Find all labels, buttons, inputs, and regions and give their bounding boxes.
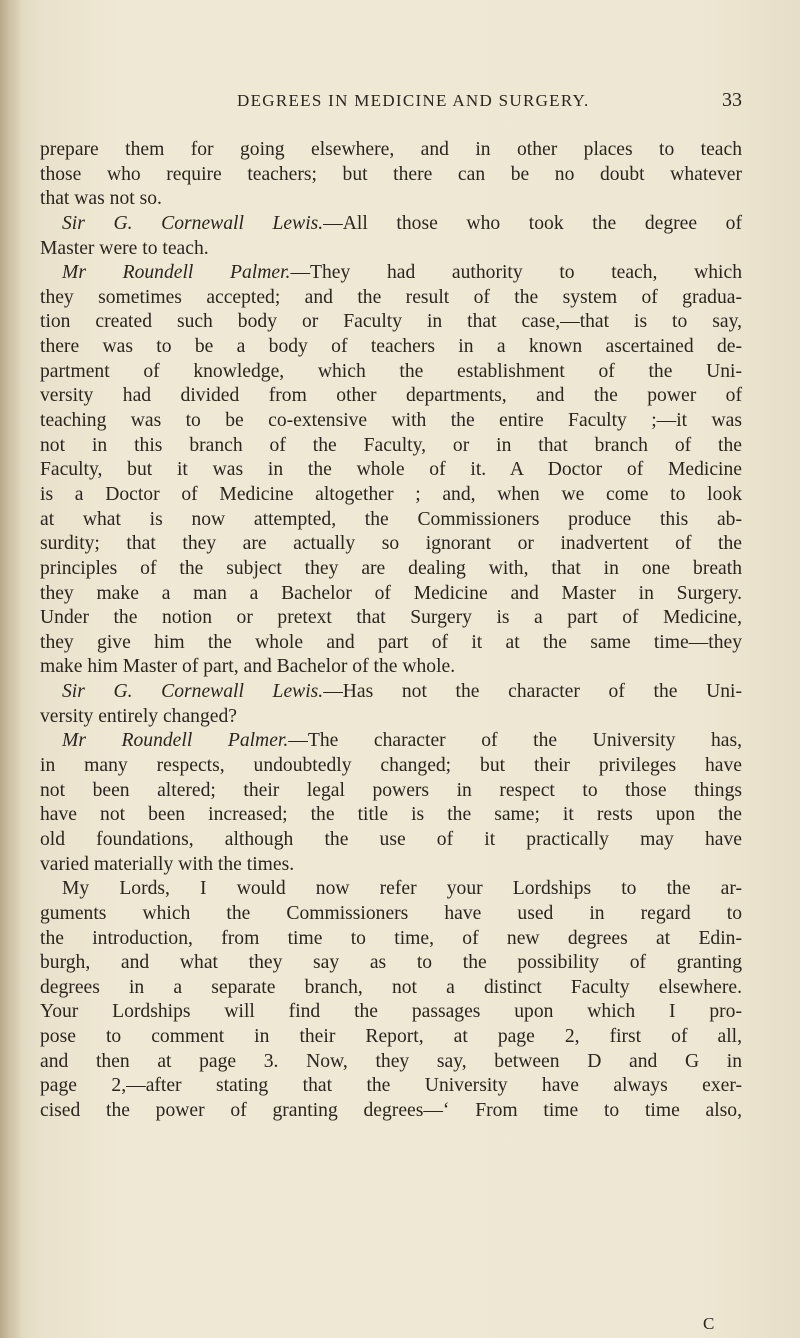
text-line — [40, 557, 742, 582]
line-text: Under the notion or pretext that Surgery is a part of Medicine, — [40, 607, 742, 629]
text-line — [40, 606, 742, 631]
text-line — [40, 458, 742, 483]
line-text: in many respects, undoubtedly changed; but their privileges have — [40, 755, 742, 777]
line-text: is a Doctor of Medicine altogether ; and, when we come to look — [40, 483, 742, 505]
signature-mark: C — [703, 1314, 715, 1333]
body-text — [40, 138, 742, 1124]
text-line — [40, 705, 742, 730]
page-gutter-shadow — [0, 0, 22, 1338]
line-text: degrees in a separate branch, not a distinct Faculty elsewhere. — [40, 976, 742, 998]
line-text: Your Lordships will find the passages upon which I pro- — [40, 1001, 742, 1023]
text-line — [40, 187, 742, 212]
text-line — [40, 434, 742, 459]
line-text: —All those who took the degree of — [323, 212, 742, 234]
text-line — [40, 212, 742, 237]
line-text: not been altered; their legal powers in respect to those things — [40, 779, 742, 801]
line-text: Faculty, but it was in the whole of it. A Doctor of Medicine — [40, 459, 742, 481]
text-line — [40, 1000, 742, 1025]
text-line — [40, 409, 742, 434]
line-text: —The character of the University has, — [288, 730, 742, 752]
text-line — [40, 902, 742, 927]
line-text: they make a man a Bachelor of Medicine and Master in Surgery. — [40, 582, 742, 604]
line-text: make him Master of part, and Bachelor of the whole. — [40, 656, 456, 678]
text-line — [40, 532, 742, 557]
text-line — [40, 138, 742, 163]
text-line — [40, 828, 742, 853]
text-line — [40, 655, 742, 680]
text-line — [40, 237, 742, 262]
line-text: not in this branch of the Faculty, or in that branch of the — [40, 434, 742, 456]
line-text: Master were to teach. — [40, 237, 209, 259]
line-text: they sometimes accepted; and the result of the system of gradua- — [40, 286, 742, 308]
line-text: teaching was to be co-extensive with the entire Faculty ;—it was — [40, 410, 742, 432]
text-line — [40, 261, 742, 286]
line-text: burgh, and what they say as to the possibility of granting — [40, 952, 742, 974]
text-line — [40, 631, 742, 656]
line-text: they give him the whole and part of it at the same time—they — [40, 631, 742, 653]
line-text: pose to comment in their Report, at page 2, first of all, — [40, 1026, 742, 1048]
line-text: at what is now attempted, the Commissioners produce this ab- — [40, 508, 742, 530]
text-line — [40, 335, 742, 360]
text-line — [40, 286, 742, 311]
speaker-name: Mr Roundell Palmer. — [62, 262, 291, 284]
line-text: have not been increased; the title is the same; it rests upon the — [40, 804, 742, 826]
text-line — [40, 853, 742, 878]
line-text: tion created such body or Faculty in that case,—that is to say, — [40, 311, 742, 333]
text-line — [40, 803, 742, 828]
line-text: cised the power of granting degrees—‘ From time to time also, — [40, 1099, 742, 1121]
text-line — [40, 877, 742, 902]
text-line — [40, 927, 742, 952]
line-text: —They had authority to teach, which — [290, 262, 742, 284]
text-line — [40, 754, 742, 779]
text-line — [40, 680, 742, 705]
line-text: prepare them for going elsewhere, and in other places to teach — [40, 139, 742, 160]
line-text: old foundations, although the use of it practically may have — [40, 828, 742, 850]
page-header — [0, 91, 800, 115]
line-text: surdity; that they are actually so ignorant or inadvertent of the — [40, 533, 742, 555]
running-head: DEGREES IN MEDICINE AND SURGERY. — [237, 91, 590, 110]
text-line — [40, 779, 742, 804]
text-line — [40, 1074, 742, 1099]
line-text: —Has not the character of the Uni- — [323, 681, 742, 703]
line-text: the introduction, from time to time, of new degrees at Edin- — [40, 927, 742, 949]
text-line — [40, 483, 742, 508]
line-text: guments which the Commissioners have used in regard to — [40, 902, 742, 924]
line-text: partment of knowledge, which the establishment of the Uni- — [40, 360, 742, 382]
text-line — [40, 729, 742, 754]
line-text: varied materially with the times. — [40, 853, 295, 875]
line-text: and then at page 3. Now, they say, between D and G in — [40, 1050, 742, 1072]
line-text: page 2,—after stating that the University have always exer- — [40, 1075, 742, 1097]
line-text: there was to be a body of teachers in a known ascertained de- — [40, 336, 742, 358]
text-line — [40, 384, 742, 409]
line-text: versity had divided from other departments, and the power of — [40, 385, 742, 407]
page-number: 33 — [722, 89, 742, 111]
text-line — [40, 163, 742, 188]
text-line — [40, 1025, 742, 1050]
text-line — [40, 310, 742, 335]
speaker-name: Sir G. Cornewall Lewis. — [62, 212, 324, 234]
text-line — [40, 508, 742, 533]
line-text: My Lords, I would now refer your Lordships to the ar- — [62, 878, 742, 900]
line-text: versity entirely changed? — [40, 705, 237, 727]
speaker-name: Mr Roundell Palmer. — [62, 730, 289, 752]
speaker-name: Sir G. Cornewall Lewis. — [62, 681, 324, 703]
text-line — [40, 582, 742, 607]
line-text: principles of the subject they are dealing with, that in one breath — [40, 557, 742, 579]
text-line — [40, 976, 742, 1001]
text-line — [40, 1050, 742, 1075]
text-line — [40, 1099, 742, 1124]
text-line — [40, 951, 742, 976]
line-text: those who require teachers; but there can be no doubt whatever — [40, 163, 742, 185]
text-line — [40, 360, 742, 385]
line-text: that was not so. — [40, 188, 162, 210]
